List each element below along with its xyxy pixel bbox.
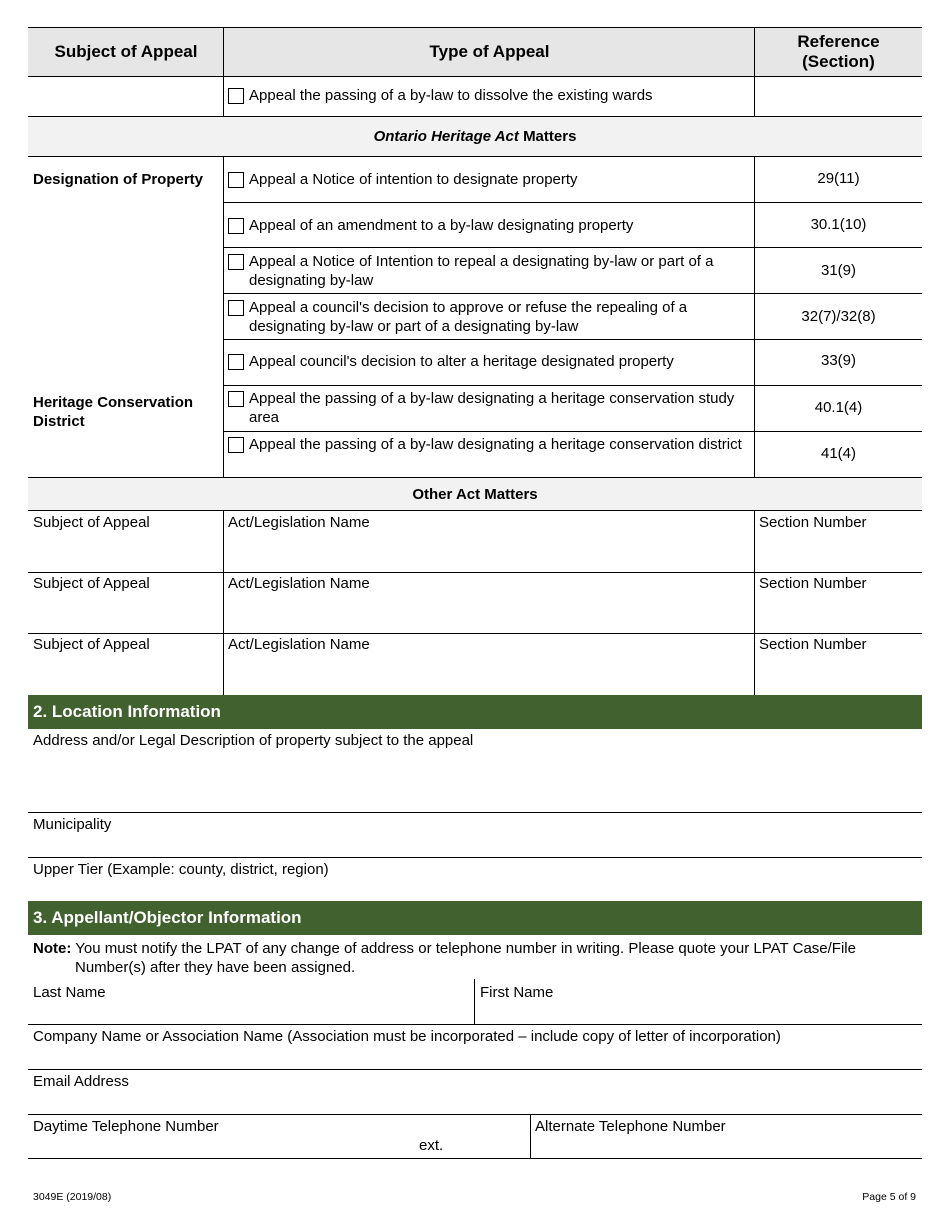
note-text-1: You must notify the LPAT of any change of address or telephone number in writing. Please quote your LPAT Case/File xyxy=(75,940,856,957)
label-alter-property: Appeal council's decision to alter a heritage designated property xyxy=(249,353,674,370)
column-divider xyxy=(223,28,224,116)
ref-40-1-4: 40.1(4) xyxy=(814,399,863,416)
last-name-label[interactable]: Last Name xyxy=(33,984,106,1001)
row-line xyxy=(224,385,922,386)
checkbox-notice-repeal[interactable] xyxy=(228,254,244,270)
note-line-2: Number(s) after they have been assigned. xyxy=(75,959,356,976)
first-name-label[interactable]: First Name xyxy=(480,984,554,1001)
municipality-label[interactable]: Municipality xyxy=(33,816,112,833)
checkbox-conservation-district[interactable] xyxy=(228,437,244,453)
checkbox-alter-property[interactable] xyxy=(228,354,244,370)
row-line xyxy=(28,76,922,77)
ref-31-9: 31(9) xyxy=(820,262,857,279)
row-line xyxy=(224,431,922,432)
label-amendment-bylaw: Appeal of an amendment to a by-law designating property xyxy=(249,217,634,234)
column-divider xyxy=(223,156,224,477)
ref-41-4: 41(4) xyxy=(820,445,857,462)
other-row-1-section[interactable]: Section Number xyxy=(759,514,867,531)
other-row-1-subject[interactable]: Subject of Appeal xyxy=(33,514,150,531)
daytime-phone-label[interactable]: Daytime Telephone Number xyxy=(33,1118,219,1135)
alternate-phone-label[interactable]: Alternate Telephone Number xyxy=(535,1118,726,1135)
field-line xyxy=(28,812,922,813)
checkbox-study-area[interactable] xyxy=(228,391,244,407)
row-line xyxy=(28,633,922,634)
checkbox-notice-designate[interactable] xyxy=(228,172,244,188)
row-line xyxy=(28,477,922,478)
checkbox-council-repealing[interactable] xyxy=(228,300,244,316)
field-line xyxy=(28,1158,922,1159)
designation-subject: Designation of Property xyxy=(33,171,204,188)
address-label[interactable]: Address and/or Legal Description of property subject to the appeal xyxy=(33,732,474,749)
ontario-heritage-italic: Ontario Heritage Act xyxy=(373,128,519,145)
label-conservation-district: Appeal the passing of a by-law designating a heritage conservation district xyxy=(249,436,742,453)
other-row-2-subject[interactable]: Subject of Appeal xyxy=(33,575,150,592)
company-label[interactable]: Company Name or Association Name (Association must be incorporated – include copy of letter of incorporation) xyxy=(33,1028,781,1045)
ontario-heritage-rest: Matters xyxy=(523,128,577,145)
header-subject-of-appeal: Subject of Appeal xyxy=(54,42,198,61)
column-divider xyxy=(223,510,224,695)
ref-32-7-32-8: 32(7)/32(8) xyxy=(801,308,876,325)
other-row-3-act[interactable]: Act/Legislation Name xyxy=(228,636,370,653)
row-line xyxy=(28,116,922,117)
upper-tier-label[interactable]: Upper Tier (Example: county, district, region) xyxy=(33,861,329,878)
email-label[interactable]: Email Address xyxy=(33,1073,129,1090)
heritage-subject: Heritage Conservation District xyxy=(33,394,194,430)
column-divider xyxy=(754,156,755,477)
header-reference-section xyxy=(755,28,922,76)
header-reference-text: Reference (Section) xyxy=(797,32,880,71)
other-row-3-section[interactable]: Section Number xyxy=(759,636,867,653)
label-notice-repeal: Appeal a Notice of Intention to repeal a designating by-law or part of a designating by-law xyxy=(249,253,714,289)
row-line xyxy=(28,510,922,511)
checkbox-amendment-bylaw[interactable] xyxy=(228,218,244,234)
row-line xyxy=(28,572,922,573)
ref-33-9: 33(9) xyxy=(820,352,857,369)
other-row-2-act[interactable]: Act/Legislation Name xyxy=(228,575,370,592)
field-line xyxy=(28,857,922,858)
field-divider xyxy=(530,1114,531,1159)
other-act-heading: Other Act Matters xyxy=(28,478,922,510)
checkbox-dissolve-wards[interactable] xyxy=(228,88,244,104)
label-dissolve-wards: Appeal the passing of a by-law to dissolve the existing wards xyxy=(249,87,653,104)
page-number: Page 5 of 9 xyxy=(862,1191,916,1203)
row-line xyxy=(224,293,922,294)
section-location-header: 2. Location Information xyxy=(28,695,922,729)
note-bold: Note: xyxy=(33,940,72,957)
ontario-heritage-heading xyxy=(28,117,922,156)
row-line xyxy=(28,156,922,157)
field-line xyxy=(28,1114,922,1115)
field-line xyxy=(28,1024,922,1025)
other-row-1-act[interactable]: Act/Legislation Name xyxy=(228,514,370,531)
section-appellant-header: 3. Appellant/Objector Information xyxy=(28,901,922,935)
ext-label[interactable]: ext. xyxy=(419,1137,444,1154)
label-study-area: Appeal the passing of a by-law designating a heritage conservation study area xyxy=(249,390,735,426)
field-divider xyxy=(474,979,475,1024)
field-line xyxy=(28,1069,922,1070)
note-line-1 xyxy=(33,940,918,957)
row-line xyxy=(224,339,922,340)
other-row-3-subject[interactable]: Subject of Appeal xyxy=(33,636,150,653)
column-divider xyxy=(754,28,755,116)
row-line xyxy=(224,202,922,203)
label-notice-designate: Appeal a Notice of intention to designate property xyxy=(249,171,578,188)
table-top-border xyxy=(28,27,922,28)
other-row-2-section[interactable]: Section Number xyxy=(759,575,867,592)
column-divider xyxy=(754,510,755,695)
ref-30-1-10: 30.1(10) xyxy=(810,216,867,233)
label-council-repealing: Appeal a council's decision to approve or refuse the repealing of a designating by-law or part of a designating by-law xyxy=(249,299,688,335)
row-line xyxy=(224,247,922,248)
ref-29-11: 29(11) xyxy=(817,170,860,187)
header-type-of-appeal: Type of Appeal xyxy=(429,42,550,61)
form-number: 3049E (2019/08) xyxy=(33,1191,112,1203)
